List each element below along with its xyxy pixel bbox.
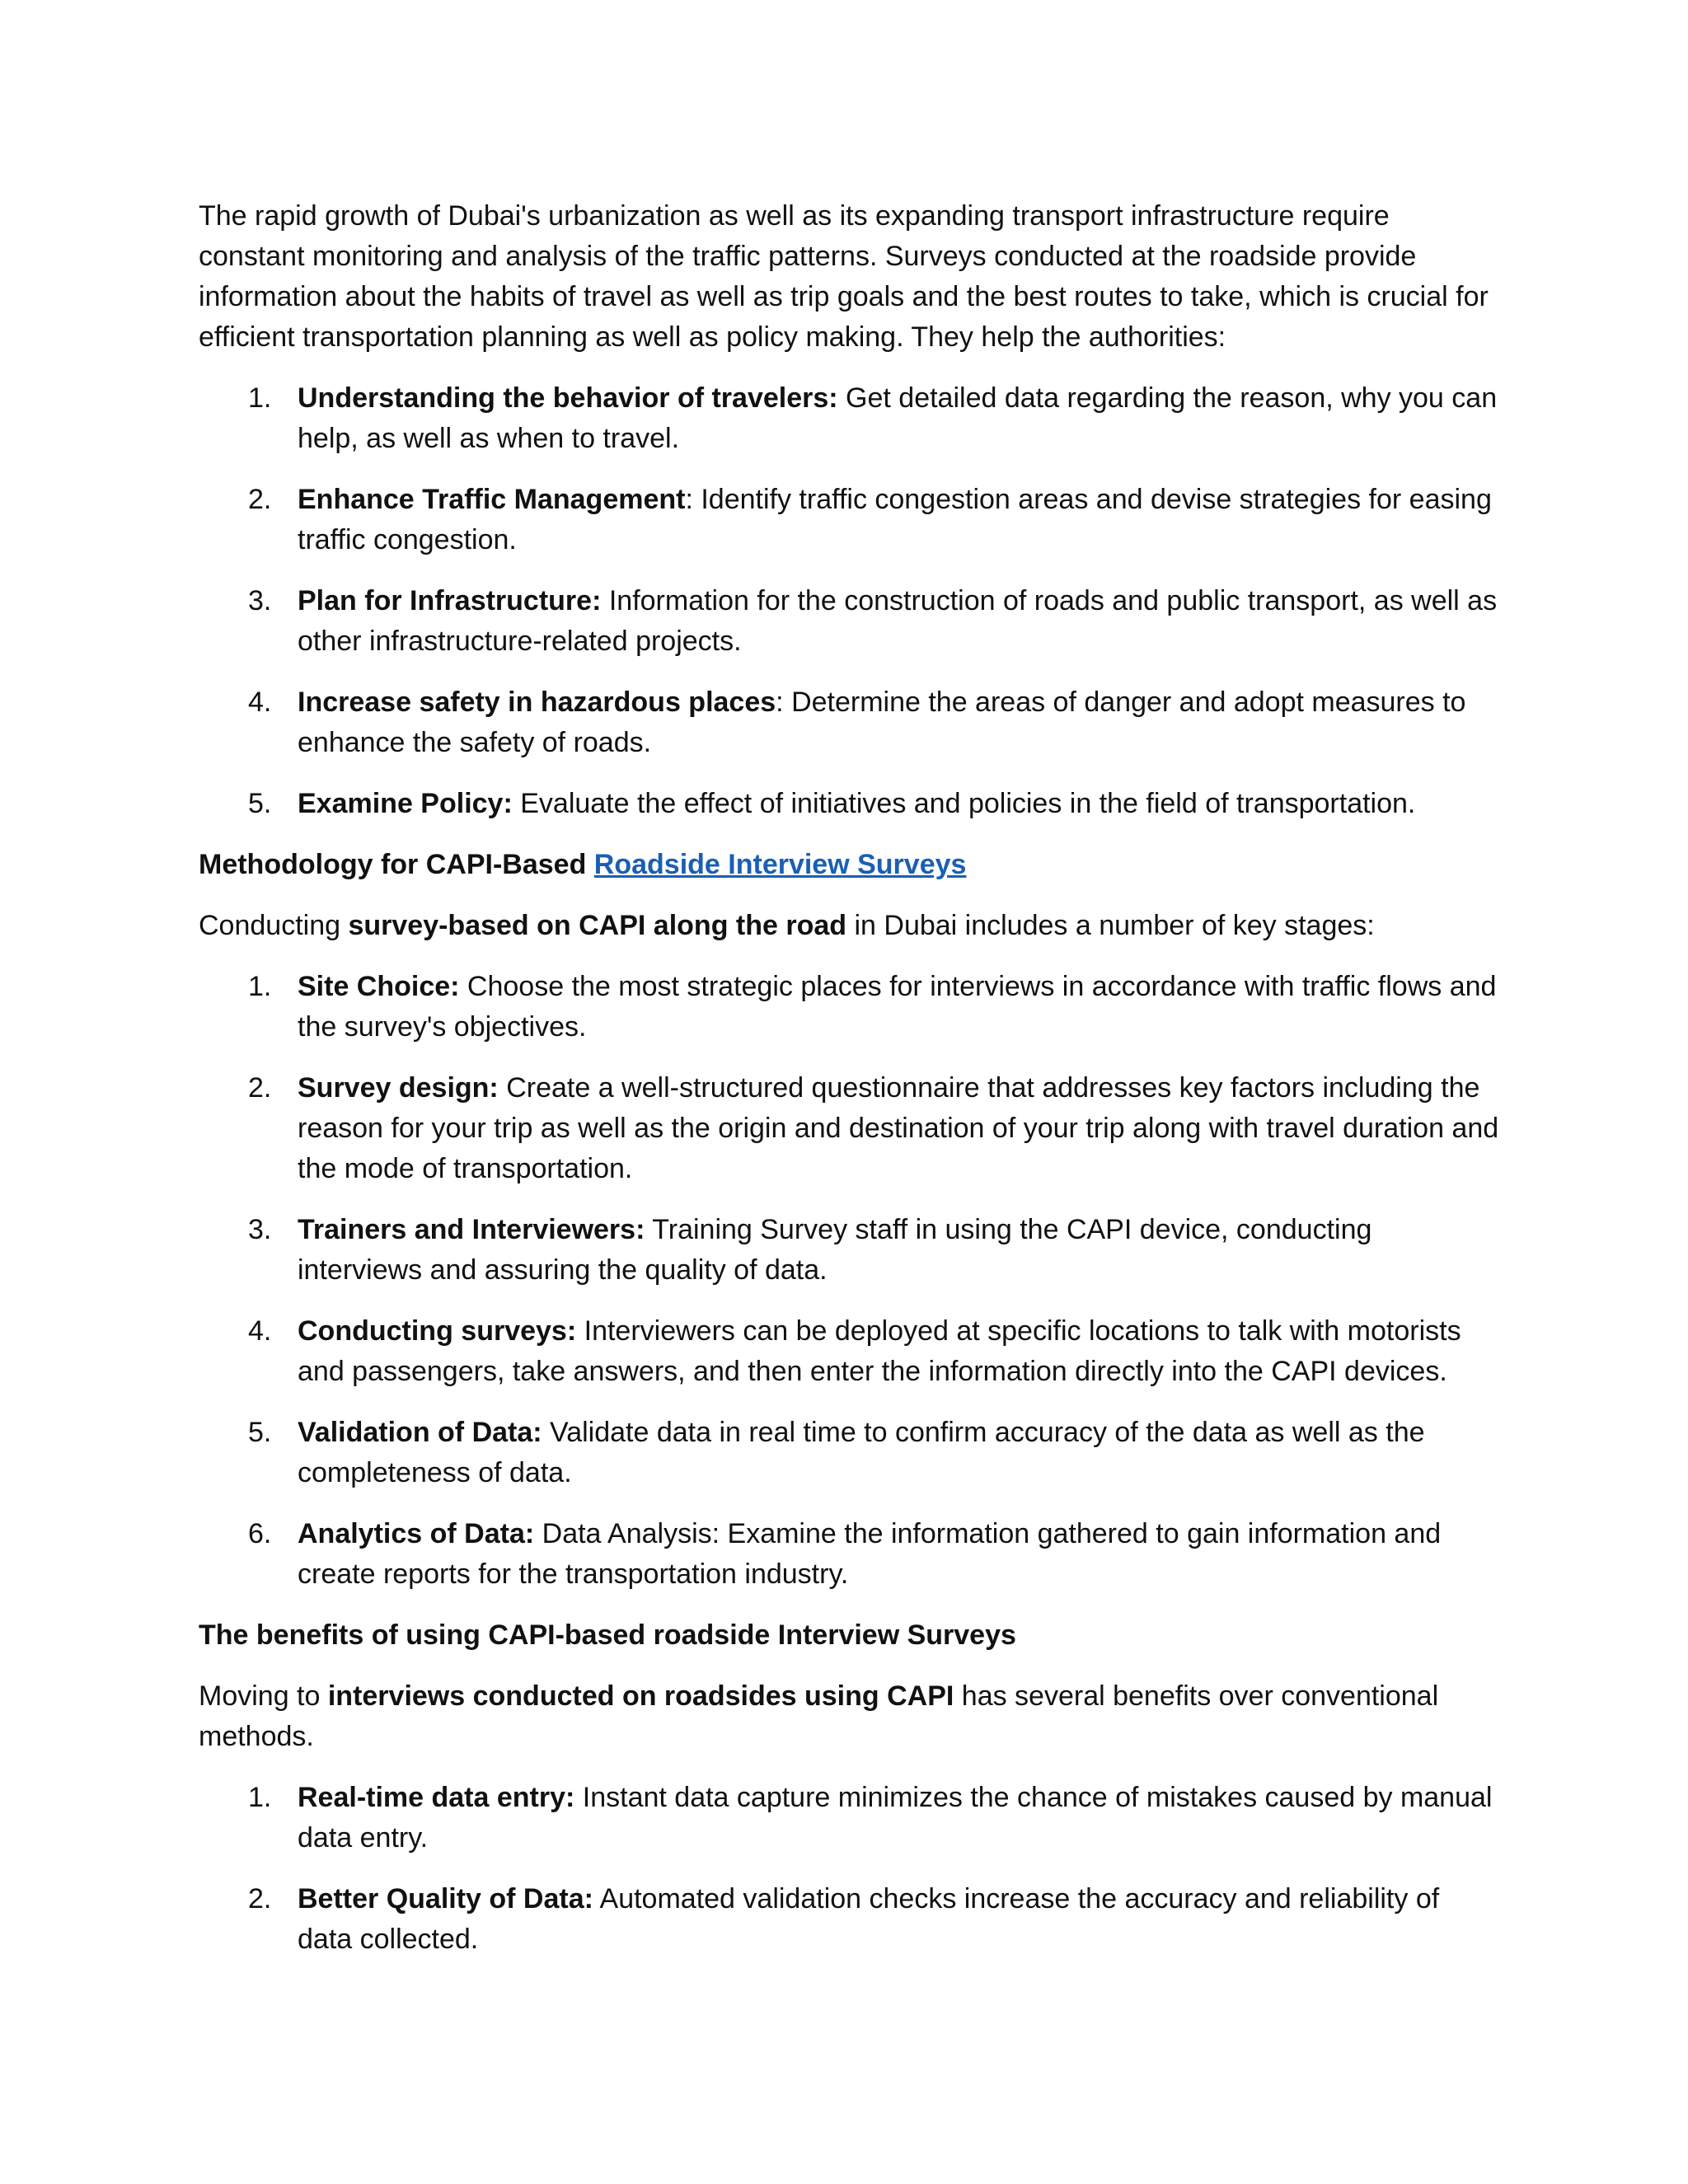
list-item: [199, 581, 1501, 662]
benefits-para-prefix: Moving to: [199, 1680, 328, 1712]
list-number: 1.: [248, 1782, 272, 1813]
methodology-para-bold: survey-based on CAPI along the road: [348, 910, 847, 941]
list-number: 5.: [248, 1417, 272, 1448]
list-text: Get detailed data regarding the reason, why you can help, as well as when to travel.: [298, 382, 1498, 454]
list-text: Instant data capture minimizes the chance of mistakes caused by manual data entry.: [298, 1782, 1493, 1854]
list-number: 3.: [248, 585, 272, 616]
list-term: Validation of Data:: [298, 1417, 542, 1448]
list-term: Enhance Traffic Management: [298, 484, 686, 515]
intro-paragraph: The rapid growth of Dubai's urbanization as well as its expanding transport infrastructure require constant monitoring and analysis of the traffic patterns. Surveys conducted at the roadside provide information about the habits of travel as well as trip goals and the best routes to take, which is crucial for efficient transportation planning as well as policy making. They help the authorities:: [199, 200, 1489, 353]
list-term: Examine Policy:: [298, 788, 513, 819]
list-item: [199, 967, 1501, 1047]
list-number: 1.: [248, 971, 272, 1002]
list-term: Real-time data entry:: [298, 1782, 575, 1813]
list-term: Trainers and Interviewers:: [298, 1214, 645, 1245]
list-number: 1.: [248, 382, 272, 414]
list-item: [199, 1311, 1501, 1392]
list-number: 2.: [248, 484, 272, 515]
methodology-stages-list: [199, 967, 1501, 1595]
list-number: 5.: [248, 788, 272, 819]
list-item: [199, 784, 1501, 824]
list-term: Plan for Infrastructure:: [298, 585, 602, 616]
methodology-paragraph: [199, 906, 1501, 946]
list-text: Training Survey staff in using the CAPI device, conducting interviews and assuring the quality of data.: [298, 1214, 1372, 1286]
list-number: 2.: [248, 1072, 272, 1104]
benefits-para-bold: interviews conducted on roadsides using CAPI: [327, 1680, 954, 1712]
list-number: 4.: [248, 1315, 272, 1347]
list-number: 4.: [248, 687, 272, 718]
methodology-heading: [199, 845, 1501, 885]
list-term: Understanding the behavior of travelers:: [298, 382, 838, 414]
list-text: Interviewers can be deployed at specific locations to talk with motorists and passengers, take answers, and then enter the information directly into the CAPI devices.: [298, 1315, 1461, 1387]
list-text: Validate data in real time to confirm accuracy of the data as well as the completeness of data.: [298, 1417, 1425, 1488]
list-text: : Determine the areas of danger and adopt measures to enhance the safety of roads.: [298, 687, 1466, 758]
list-text: Automated validation checks increase the accuracy and reliability of data collected.: [298, 1883, 1440, 1955]
list-text: Create a well-structured questionnaire that addresses key factors including the reason for your trip as well as the origin and destination of your trip along with travel duration and the mode of transportation.: [298, 1072, 1499, 1184]
list-term: Site Choice:: [298, 971, 460, 1002]
list-item: [199, 480, 1501, 560]
document-body: [199, 196, 1501, 1980]
list-item: [199, 1413, 1501, 1493]
list-term: Analytics of Data:: [298, 1518, 535, 1549]
list-number: 6.: [248, 1518, 272, 1549]
list-item: [199, 1879, 1501, 1960]
list-item: [199, 1210, 1501, 1291]
list-item: [199, 682, 1501, 763]
list-term: Survey design:: [298, 1072, 499, 1104]
list-number: 2.: [248, 1883, 272, 1915]
list-text: : Identify traffic congestion areas and devise strategies for easing traffic congestion.: [298, 484, 1492, 555]
list-item: [199, 378, 1501, 459]
capi-benefits-list: [199, 1778, 1501, 1960]
benefits-para-suffix: has several benefits over conventional methods.: [199, 1680, 1439, 1752]
methodology-para-prefix: Conducting: [199, 910, 349, 941]
list-text: Choose the most strategic places for interviews in accordance with traffic flows and the survey's objectives.: [298, 971, 1497, 1043]
list-item: [199, 1514, 1501, 1595]
roadside-interview-surveys-link[interactable]: Roadside Interview Surveys: [593, 849, 967, 880]
methodology-heading-prefix: Methodology for CAPI-Based: [199, 849, 594, 880]
methodology-para-suffix: in Dubai includes a number of key stages:: [846, 910, 1375, 941]
list-text: Evaluate the effect of initiatives and policies in the field of transportation.: [512, 788, 1416, 819]
list-item: [199, 1068, 1501, 1189]
list-text: Data Analysis: Examine the information gathered to gain information and create reports for the transportation industry.: [298, 1518, 1442, 1590]
list-text: Information for the construction of roads and public transport, as well as other infrastructure-related projects.: [298, 585, 1498, 657]
benefits-heading: The benefits of using CAPI-based roadside Interview Surveys: [199, 1619, 1016, 1651]
list-item: [199, 1778, 1501, 1858]
list-term: Conducting surveys:: [298, 1315, 577, 1347]
benefits-paragraph: [199, 1676, 1501, 1757]
list-term: Increase safety in hazardous places: [298, 687, 776, 718]
authority-benefits-list: [199, 378, 1501, 824]
list-number: 3.: [248, 1214, 272, 1245]
list-term: Better Quality of Data:: [298, 1883, 593, 1915]
